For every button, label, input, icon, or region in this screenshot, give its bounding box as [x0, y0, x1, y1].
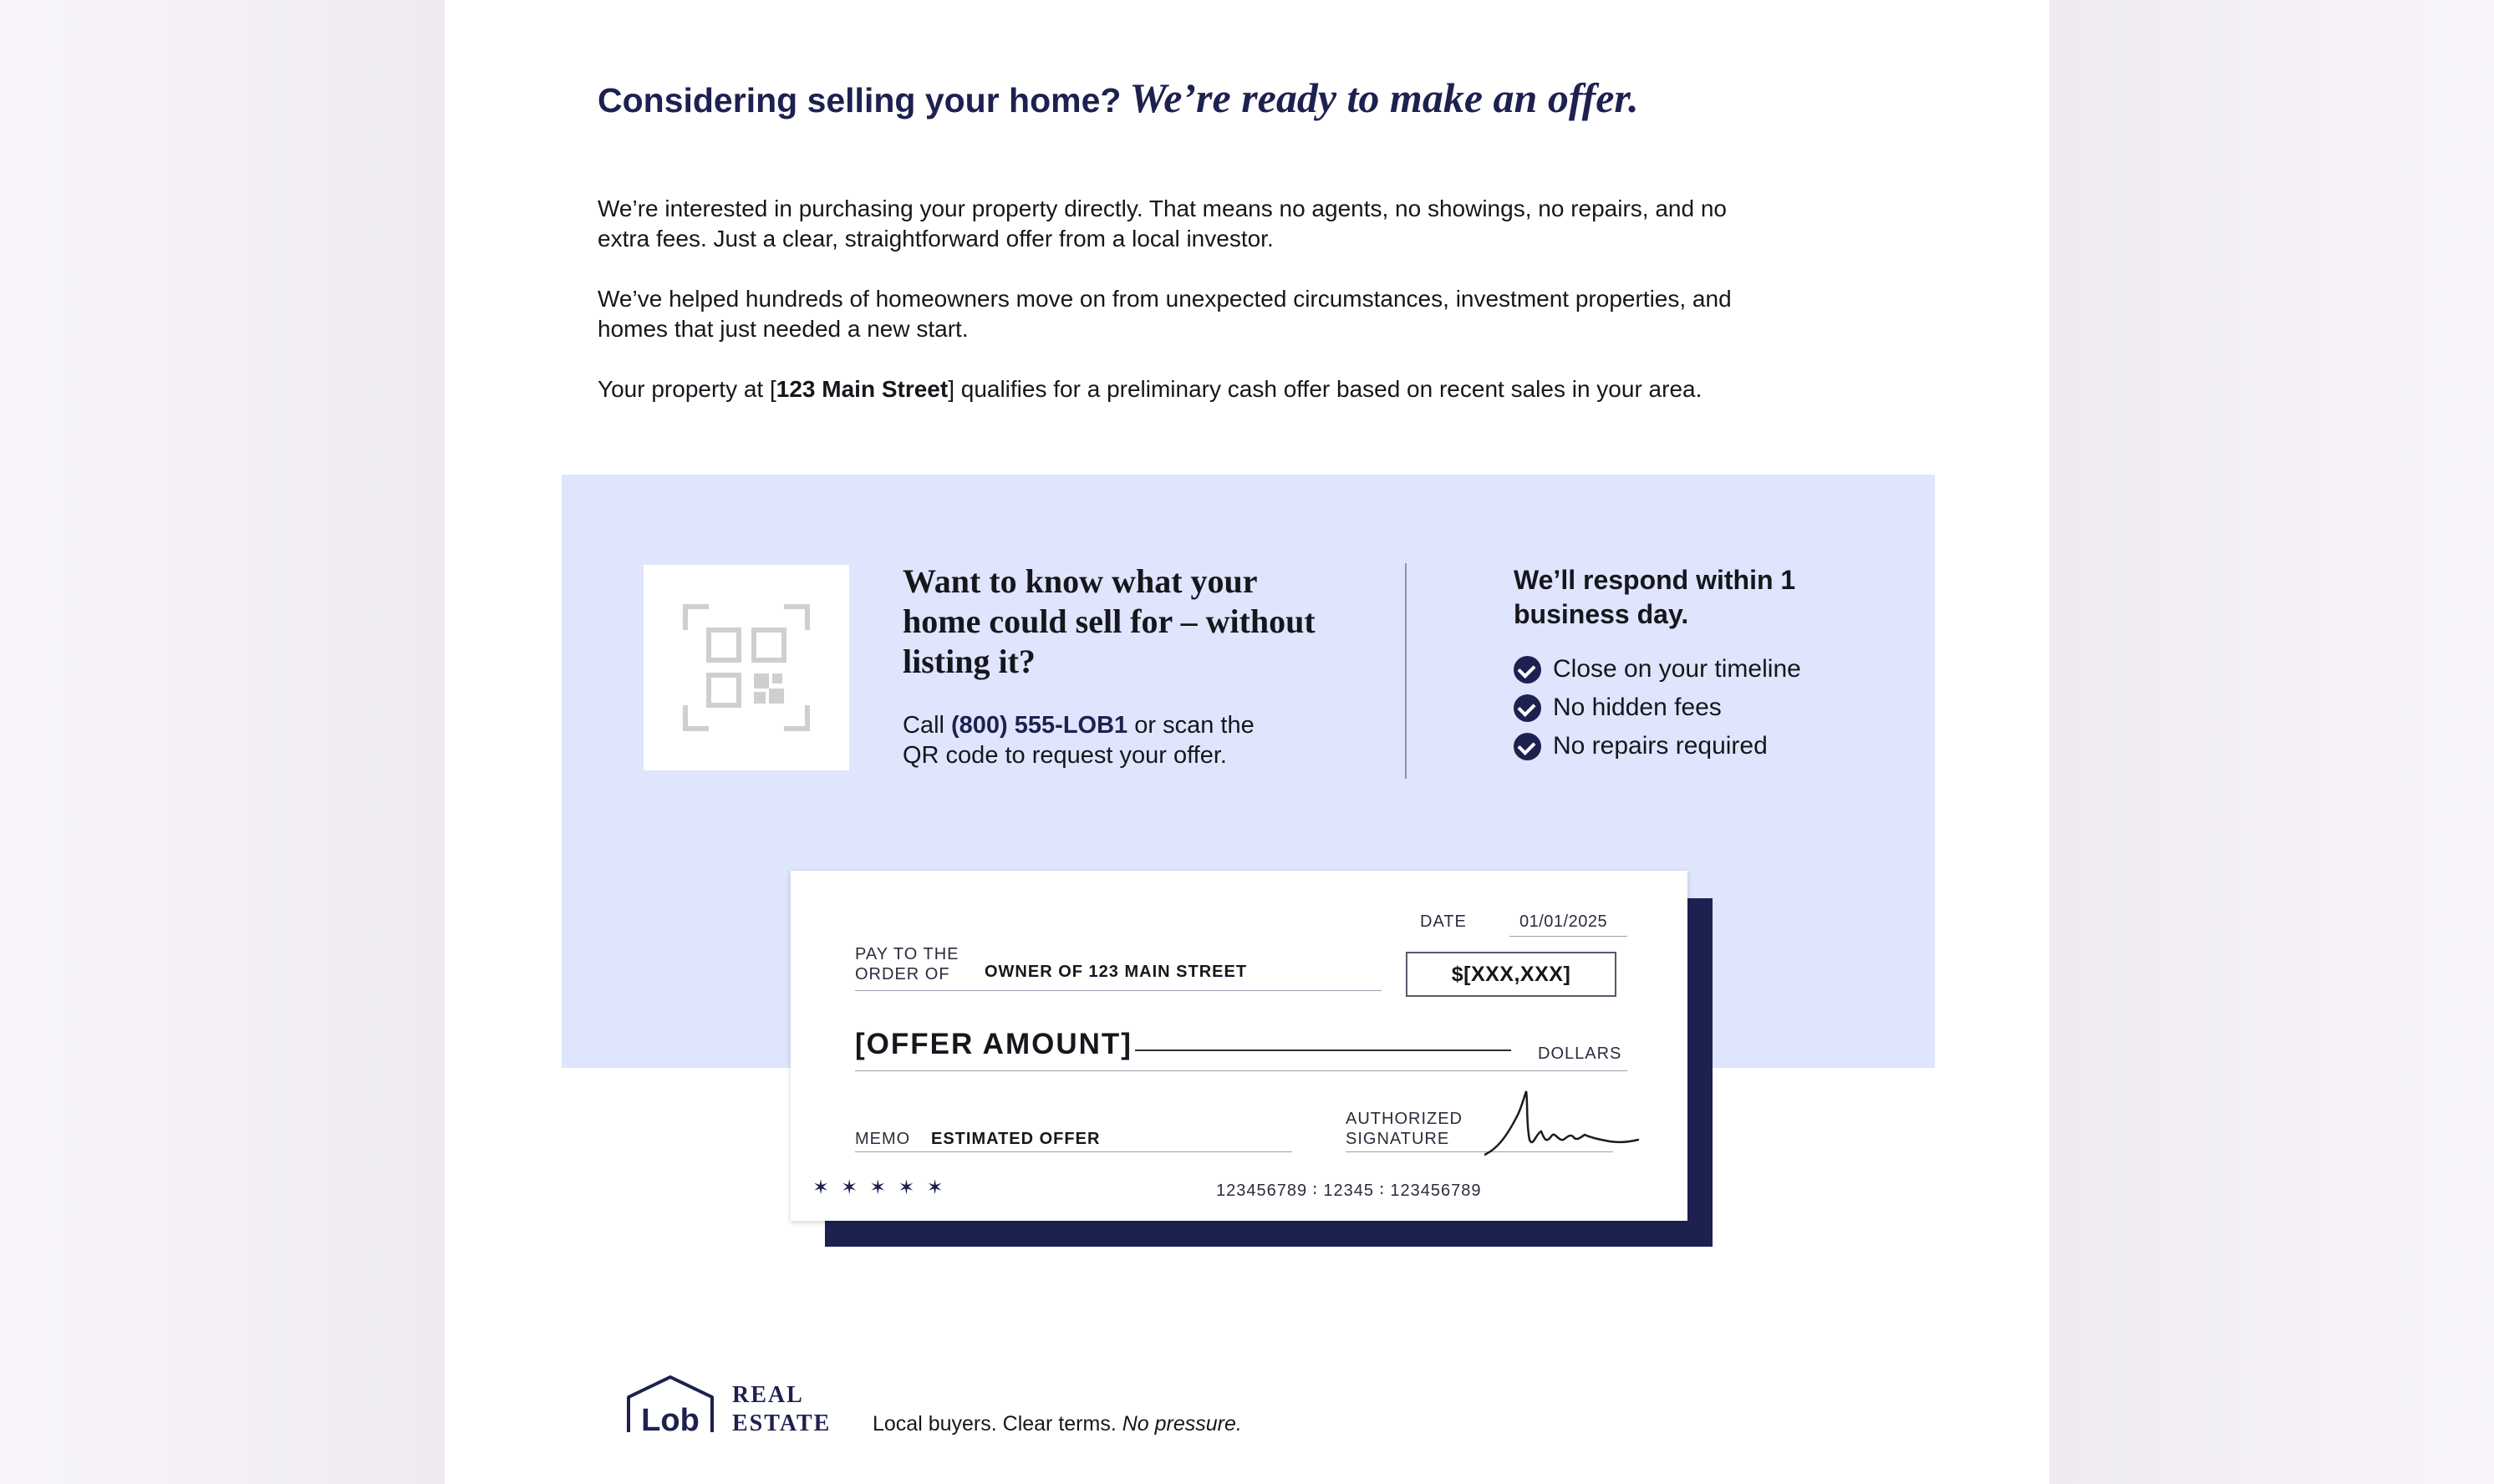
- check-circle-icon: [1514, 733, 1541, 760]
- benefit-label: No repairs required: [1553, 732, 1768, 760]
- logo-line-2: ESTATE: [732, 1410, 832, 1436]
- panel-divider: [1405, 563, 1407, 779]
- pay-to-line-2: ORDER OF: [855, 965, 950, 983]
- logo-mark: Lob: [641, 1403, 700, 1437]
- amount-words: [OFFER AMOUNT]: [855, 1028, 1132, 1060]
- cta-call-pre: Call: [903, 712, 952, 739]
- memo-value: ESTIMATED OFFER: [931, 1130, 1101, 1148]
- memo-line: [855, 1151, 1292, 1152]
- body-paragraph-1: We’re interested in purchasing your property directly. That means no agents, no showings, no repairs, and no extra fees. Just a clear, straightforward offer from a local investor.: [598, 196, 1727, 252]
- authorized-line-1: AUTHORIZED: [1346, 1110, 1463, 1128]
- date-line: [1509, 936, 1627, 937]
- benefit-item: [1514, 689, 1801, 727]
- cta-call-post: or scan the QR code to request your offer.: [903, 712, 1255, 769]
- respond-title: We’ll respond within 1 business day.: [1514, 565, 1796, 629]
- authorized-signature-label: [1346, 1109, 1463, 1149]
- footer-tagline: [873, 1412, 1242, 1436]
- headline-emphasis: We’re ready to make an offer.: [1129, 74, 1639, 121]
- qr-code[interactable]: [644, 565, 849, 770]
- check-circle-icon: [1514, 694, 1541, 722]
- headline: [598, 74, 1639, 122]
- amount-words-line: [1135, 1049, 1511, 1051]
- backdrop-left: [0, 0, 445, 1484]
- memo-label: MEMO: [855, 1130, 911, 1148]
- pay-to-label: [855, 944, 959, 984]
- amount-underline: [855, 1070, 1627, 1071]
- security-stars: ✶✶✶✶✶: [812, 1177, 955, 1199]
- amount-box: $[XXX,XXX]: [1406, 952, 1616, 997]
- phone-number[interactable]: (800) 555-LOB1: [951, 712, 1128, 739]
- cta-title: Want to know what your home could sell for – without listing it?: [903, 562, 1316, 680]
- tagline-emphasis: No pressure.: [1122, 1412, 1242, 1436]
- cta-text: [903, 710, 1295, 770]
- dollars-label: DOLLARS: [1538, 1044, 1622, 1063]
- signature-icon: [1484, 1090, 1652, 1165]
- headline-lead: Considering selling your home?: [598, 81, 1122, 119]
- benefit-label: Close on your timeline: [1553, 655, 1801, 683]
- benefit-item: [1514, 727, 1801, 765]
- date-value: 01/01/2025: [1519, 912, 1608, 931]
- micr-line: 123456789 ∶ 12345 ∶ 123456789: [1216, 1182, 1482, 1200]
- pay-to-line-1: PAY TO THE: [855, 945, 959, 963]
- date-label: DATE: [1420, 912, 1467, 931]
- lob-real-estate-logo: [624, 1374, 849, 1437]
- payee-name: OWNER OF 123 MAIN STREET: [985, 963, 1248, 981]
- authorized-line-2: SIGNATURE: [1346, 1130, 1450, 1148]
- body-paragraph-3: [598, 374, 1784, 404]
- body-paragraph-2: We’ve helped hundreds of homeowners move on from unexpected circumstances, investment properties, and homes that just needed a new start.: [598, 286, 1732, 342]
- payee-line: [855, 990, 1382, 991]
- property-address: 123 Main Street: [776, 376, 949, 402]
- mailer-page: [445, 0, 2049, 1484]
- paragraph-3-post: ] qualifies for a preliminary cash offer based on recent sales in your area.: [948, 376, 1703, 402]
- cheque: [791, 871, 1687, 1221]
- benefit-item: [1514, 650, 1801, 689]
- paragraph-3-pre: Your property at [: [598, 376, 776, 402]
- logo-line-1: REAL: [732, 1382, 804, 1408]
- check-circle-icon: [1514, 656, 1541, 684]
- tagline-pre: Local buyers. Clear terms.: [873, 1412, 1122, 1436]
- benefits-list: [1514, 650, 1801, 765]
- benefit-label: No hidden fees: [1553, 694, 1722, 721]
- backdrop-right: [2049, 0, 2494, 1484]
- qr-code-icon: [644, 565, 849, 770]
